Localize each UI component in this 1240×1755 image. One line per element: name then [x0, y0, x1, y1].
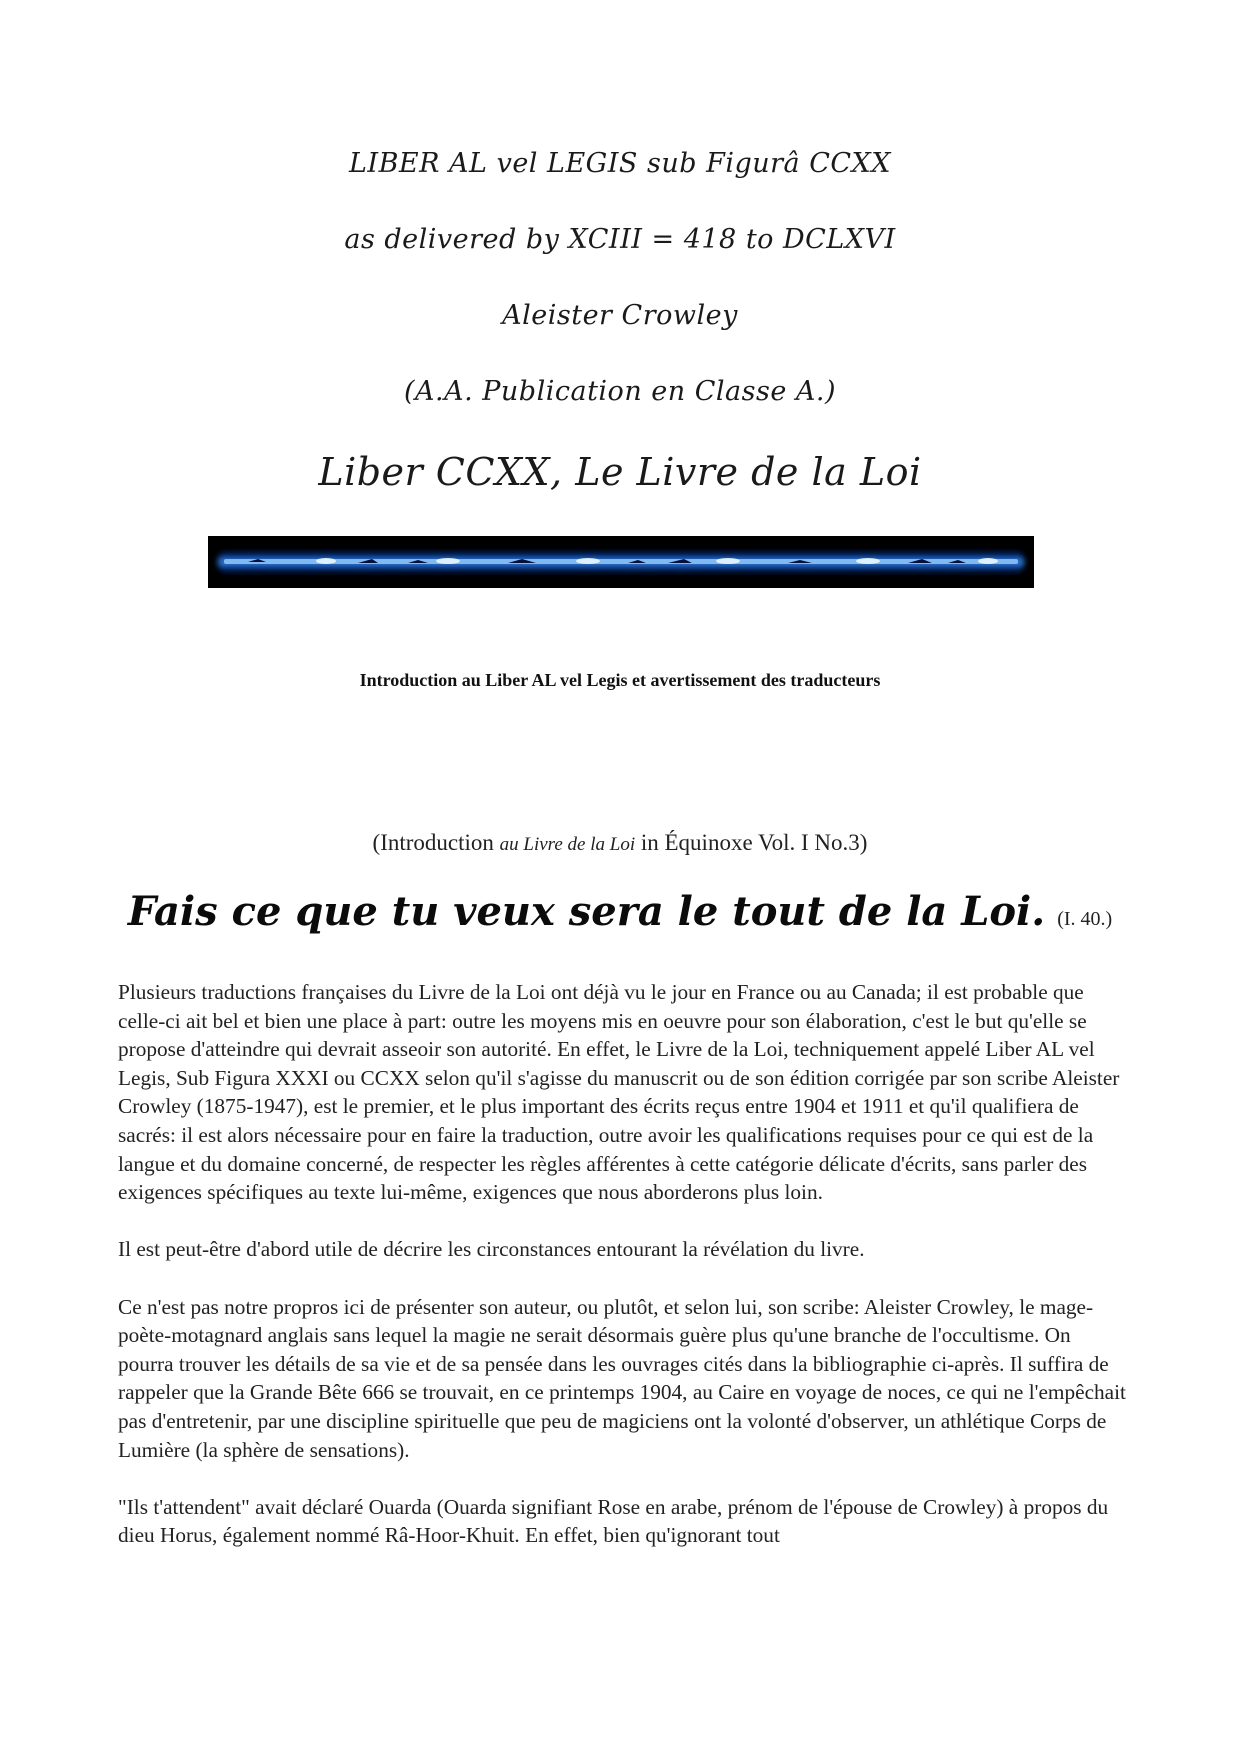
decorative-glow-banner	[208, 536, 1034, 588]
header-line-publication: (A.A. Publication en Classe A.)	[403, 376, 837, 407]
header-line-author: Aleister Crowley	[502, 300, 738, 331]
main-title: Liber CCXX, Le Livre de la Loi	[318, 450, 922, 494]
intro-ref-suffix: in Équinoxe Vol. I No.3)	[635, 830, 868, 855]
introduction-source-reference	[0, 830, 1240, 856]
paragraph: Ce n'est pas notre propros ici de présenter son auteur, ou plutôt, et selon lui, son scribe: Aleister Crowley, le mage-poète-motagnard anglais sans lequel la magie ne serait désormais guère plus qu'une branche de l'occultisme. On pourra trouver les détails de sa vie et de sa pensée dans les ouvrages cités dans la bibliographie ci-après. Il suffira de rappeler que la Grande Bête 666 se trouvait, en ce printemps 1904, au Caire en voyage de noces, ce qui ne l'empêchait pas d'entretenir, par une discipline spirituelle que peu de magiciens ont la volonté d'observer, un athlétique Corps de Lumière (la sphère de sensations).	[118, 1294, 1126, 1462]
paragraph: "Ils t'attendent" avait déclaré Ouarda (Ouarda signifiant Rose en arabe, prénom de l'épouse de Crowley) à propos du dieu Horus, également nommé Râ-Hoor-Khuit. En effet, bien qu'ignorant tout	[118, 1494, 1109, 1548]
header-line-liber-al: LIBER AL vel LEGIS sub Figurâ CCXX	[349, 148, 891, 179]
motto-line	[0, 888, 1240, 935]
motto-text: Fais ce que tu veux sera le tout de la Loi.	[127, 888, 1046, 935]
body-text	[118, 978, 1128, 1578]
introduction-heading: Introduction au Liber AL vel Legis et avertissement des traducteurs	[359, 670, 881, 690]
intro-ref-prefix: (Introduction	[372, 830, 500, 855]
motto-reference: (I. 40.)	[1057, 908, 1113, 930]
glow-bar-graphic	[208, 536, 1034, 588]
paragraph: Il est peut-être d'abord utile de décrire les circonstances entourant la révélation du livre.	[118, 1237, 865, 1262]
header-line-delivered: as delivered by XCIII = 418 to DCLXVI	[344, 224, 896, 255]
intro-ref-italic: au Livre de la Loi	[499, 834, 636, 855]
paragraph: Plusieurs traductions françaises du Livre de la Loi ont déjà vu le jour en France ou au Canada; il est probable que celle-ci ait bel et bien une place à part: outre les moyens mis en oeuvre pour son élaboration, c'est le but qu'elle se propose d'atteindre qui devrait asseoir son autorité. En effet, le Livre de la Loi, techniquement appelé Liber AL vel Legis, Sub Figura XXXI ou CCXX selon qu'il s'agisse du manuscrit ou de son édition corrigée par son scribe Aleister Crowley (1875-1947), est le premier, et le plus important des écrits reçus entre 1904 et 1911 et qu'il qualifiera de sacrés: il est alors nécessaire pour en faire la traduction, outre avoir les qualifications requises pour ce qui est de la langue et du domaine concerné, de respecter les règles afférentes à cette catégorie délicate d'écrits, sans parler des exigences spécifiques au texte lui-même, exigences que nous aborderons plus loin.	[118, 980, 1120, 1205]
